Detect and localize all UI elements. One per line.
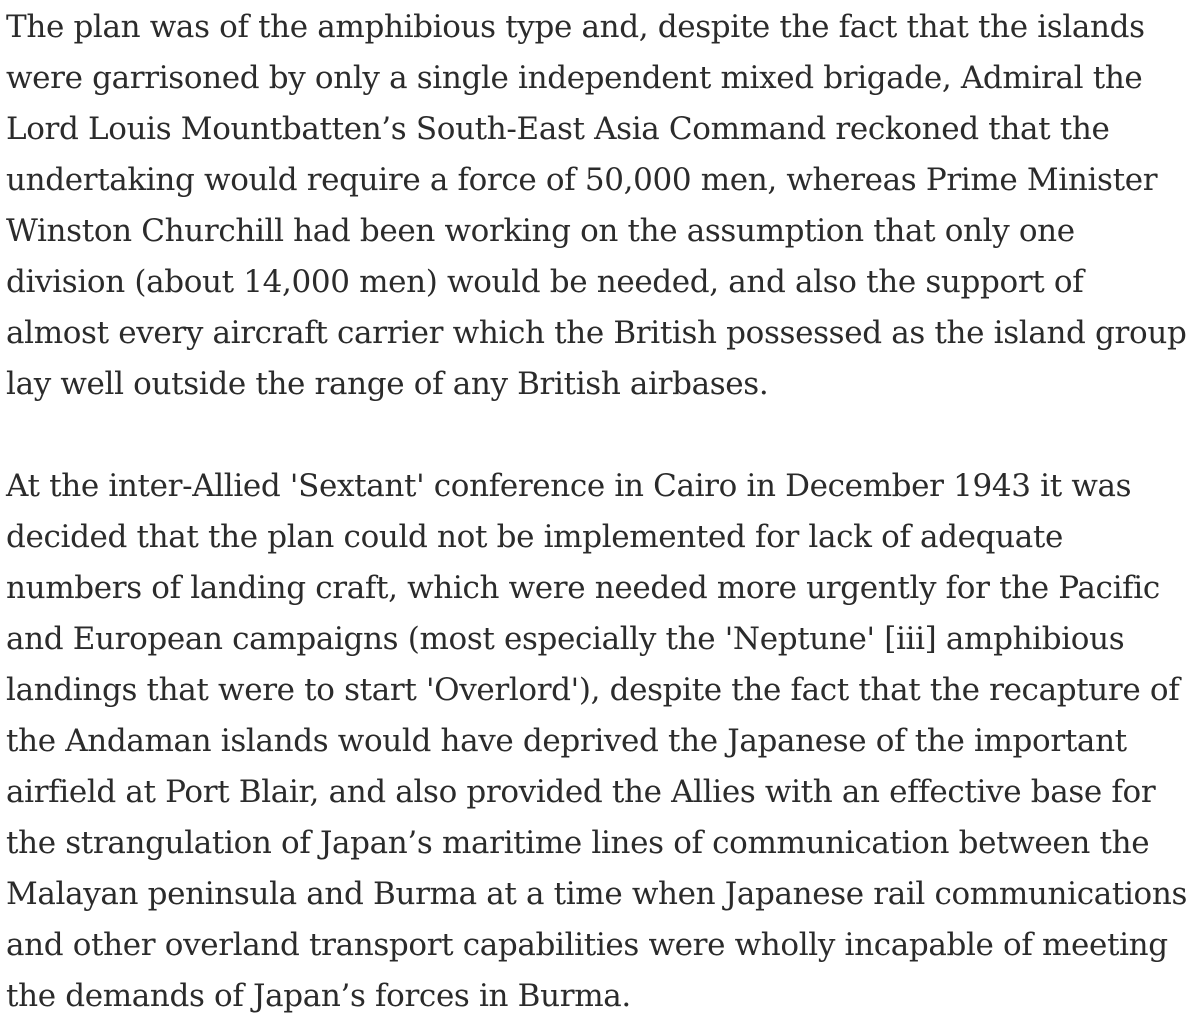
paragraph-line: decided that the plan could not be implemented for lack of adequate (6, 519, 1063, 555)
paragraph-line: Malayan peninsula and Burma at a time when Japanese rail communications (6, 876, 1188, 912)
paragraph-line: landings that were to start 'Overlord'), despite the fact that the recapture of (6, 672, 1180, 708)
paragraph-line: were garrisoned by only a single independent mixed brigade, Admiral the (6, 60, 1143, 96)
paragraph-line: and other overland transport capabilities were wholly incapable of meeting (6, 927, 1168, 963)
paragraph-line: and European campaigns (most especially the 'Neptune' [iii] amphibious (6, 621, 1125, 657)
paragraph-line: almost every aircraft carrier which the British possessed as the island group (6, 315, 1187, 351)
paragraph-line: the Andaman islands would have deprived the Japanese of the important (6, 723, 1127, 759)
paragraph-line: Winston Churchill had been working on the assumption that only one (6, 213, 1075, 249)
paragraph-line: numbers of landing craft, which were needed more urgently for the Pacific (6, 570, 1160, 606)
paragraph-2 (6, 461, 1196, 1022)
paragraph-line: Lord Louis Mountbatten’s South-East Asia Command reckoned that the (6, 111, 1110, 147)
paragraph-line: undertaking would require a force of 50,000 men, whereas Prime Minister (6, 162, 1158, 198)
paragraph-line: lay well outside the range of any British airbases. (6, 366, 769, 402)
paragraph-line: the demands of Japan’s forces in Burma. (6, 978, 631, 1014)
paragraph-line: At the inter-Allied 'Sextant' conference in Cairo in December 1943 it was (6, 468, 1132, 504)
paragraph-1 (6, 2, 1196, 410)
paragraph-line: The plan was of the amphibious type and, despite the fact that the islands (6, 9, 1145, 45)
article-body (6, 0, 1196, 1022)
paragraph-line: airfield at Port Blair, and also provided the Allies with an effective base for (6, 774, 1156, 810)
paragraph-line: division (about 14,000 men) would be needed, and also the support of (6, 264, 1084, 300)
paragraph-line: the strangulation of Japan’s maritime lines of communication between the (6, 825, 1150, 861)
